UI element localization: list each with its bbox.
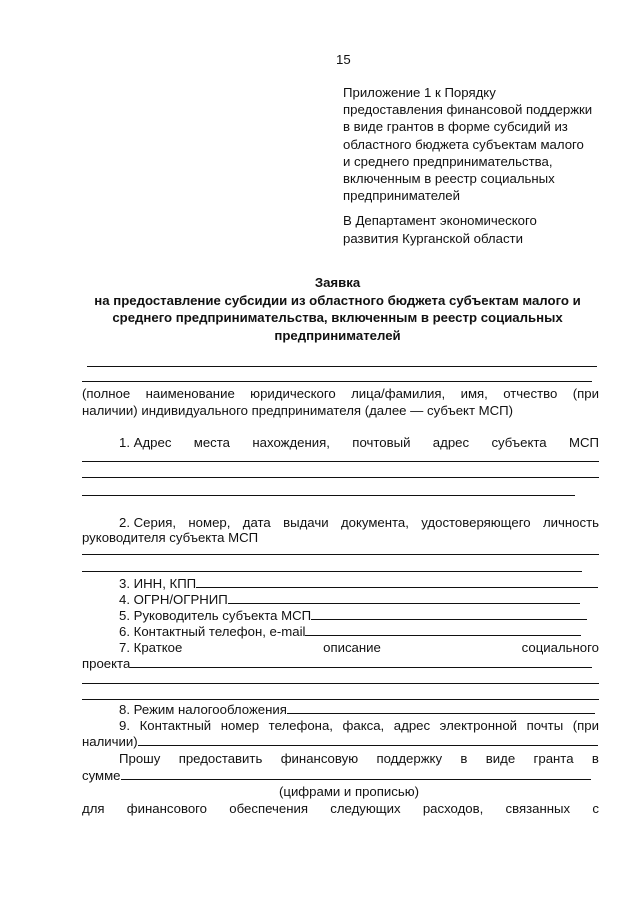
item9-contact-label [119, 718, 599, 733]
addressee-line: В Департамент экономического [343, 213, 537, 228]
request-line1 [119, 751, 599, 766]
request-word: предоставить [178, 751, 263, 766]
hint-word: отчество [503, 386, 558, 401]
item2-word: 2. Серия, [119, 515, 177, 530]
item9-word: Контактный [139, 718, 212, 733]
applicant-hint-line2: наличии) индивидуального предпринимателя (далее — субъект МСП) [82, 403, 514, 418]
contact-details-field[interactable] [138, 734, 598, 746]
page-number: 15 [336, 52, 351, 67]
item9-word: факса, [342, 718, 385, 733]
appendix-line: Приложение 1 к Порядку [343, 85, 496, 100]
ogrn-field[interactable] [228, 592, 580, 604]
request-line3 [82, 801, 599, 816]
project-field[interactable] [82, 683, 599, 684]
item2-word: номер, [188, 515, 231, 530]
amount-field[interactable] [121, 768, 591, 780]
request-word: в [460, 751, 468, 766]
tax-field[interactable] [287, 702, 595, 714]
hint-word: юридического [250, 386, 336, 401]
item7-word: социального [521, 640, 599, 655]
applicant-hint-line [82, 386, 599, 401]
item9-word: телефона, [268, 718, 333, 733]
appendix-line: областного бюджета субъектам малого [343, 136, 584, 152]
project-field[interactable] [82, 699, 599, 700]
tax-row [119, 702, 595, 717]
document-field[interactable] [82, 571, 582, 572]
request-word: гранта [533, 751, 574, 766]
hint-word: (полное [82, 386, 131, 401]
request-word: с [592, 801, 599, 816]
applicant-name-field[interactable] [87, 366, 597, 367]
item7-project-label [119, 640, 599, 655]
request-word: финансового [126, 801, 208, 816]
appendix-line: в виде грантов в форме субсидий из [343, 119, 568, 135]
item9-line2: наличии) [82, 734, 138, 749]
item2-document-label [119, 515, 599, 530]
inn-row [119, 576, 598, 591]
title-line: предпринимателей [274, 327, 401, 343]
addressee [343, 212, 537, 247]
item2-word: выдачи [283, 515, 329, 530]
request-word: следующих [330, 801, 401, 816]
item9-word: 9. [119, 718, 130, 733]
inn-field[interactable] [196, 576, 598, 588]
request-word: виде [485, 751, 516, 766]
appendix-line: включенным в реестр социальных [343, 171, 555, 187]
request-word: Прошу [119, 751, 161, 766]
item7-row2 [82, 656, 592, 671]
item1-word: 1. Адрес [119, 435, 172, 450]
item2-word: удостоверяющего [421, 515, 531, 530]
item2-line2: руководителя субъекта МСП [82, 530, 259, 545]
title-heading: Заявка [314, 275, 361, 290]
applicant-name-field[interactable] [82, 381, 592, 382]
item2-word: документа, [340, 515, 409, 530]
appendix-line: и среднего предпринимательства, [343, 153, 553, 169]
title-line: среднего предпринимательства, включенным в реестр социальных [112, 310, 563, 325]
request-word: обеспечения [229, 801, 308, 816]
item2-word: личность [542, 515, 599, 530]
item1-word: субъекта [491, 435, 547, 450]
item9-row2 [82, 734, 598, 749]
request-word: расходов, [422, 801, 484, 816]
tax-label: 8. Режим налогообложения [119, 702, 287, 717]
contact-row [119, 624, 581, 639]
item9-word: электронной [439, 718, 518, 733]
item1-word: адрес [432, 435, 470, 450]
item1-word: нахождения, [252, 435, 330, 450]
item9-word: почты [526, 718, 564, 733]
hint-word: лица/фамилия, [351, 386, 446, 401]
item2-word: дата [242, 515, 271, 530]
item1-word: МСП [568, 435, 599, 450]
appendix-note [343, 84, 592, 204]
contact-field[interactable] [305, 624, 581, 636]
head-field[interactable] [311, 608, 587, 620]
address-field[interactable] [82, 461, 599, 462]
hint-word: наименование [145, 386, 235, 401]
inn-label: 3. ИНН, КПП [119, 576, 197, 591]
request-word: для [82, 801, 105, 816]
contact-label: 6. Контактный телефон, e-mail [119, 624, 306, 639]
item7-word: описание [323, 640, 381, 655]
ogrn-row [119, 592, 580, 607]
request-word: связанных [505, 801, 571, 816]
request-word: в [591, 751, 599, 766]
head-row [119, 608, 587, 623]
address-field[interactable] [82, 495, 575, 496]
item9-word: номер [220, 718, 260, 733]
hint-word: (при [572, 386, 599, 401]
item1-word: почтовый [352, 435, 411, 450]
request-word: финансовую [280, 751, 359, 766]
document-field[interactable] [82, 554, 599, 555]
item7-line2: проекта [82, 656, 131, 671]
request-line2: сумме [82, 768, 121, 783]
amount-hint: (цифрами и прописью) [279, 784, 420, 799]
item9-word: адрес [393, 718, 431, 733]
appendix-line: предпринимателей [343, 188, 460, 204]
head-label: 5. Руководитель субъекта МСП [119, 608, 312, 623]
item9-word: (при [572, 718, 599, 733]
ogrn-label: 4. ОГРН/ОГРНИП [119, 592, 228, 607]
hint-word: имя, [460, 386, 488, 401]
project-field[interactable] [130, 656, 592, 668]
document-title [60, 274, 615, 344]
addressee-line: развития Курганской области [343, 230, 523, 246]
item1-address-label [119, 435, 599, 450]
address-field[interactable] [82, 477, 599, 478]
item1-word: места [193, 435, 231, 450]
request-word: поддержку [376, 751, 443, 766]
item7-word: 7. Краткое [119, 640, 183, 655]
title-line: на предоставление субсидии из областного бюджета субъектам малого и [94, 292, 581, 308]
request-row2 [82, 768, 591, 783]
appendix-line: предоставления финансовой поддержки [343, 102, 593, 118]
